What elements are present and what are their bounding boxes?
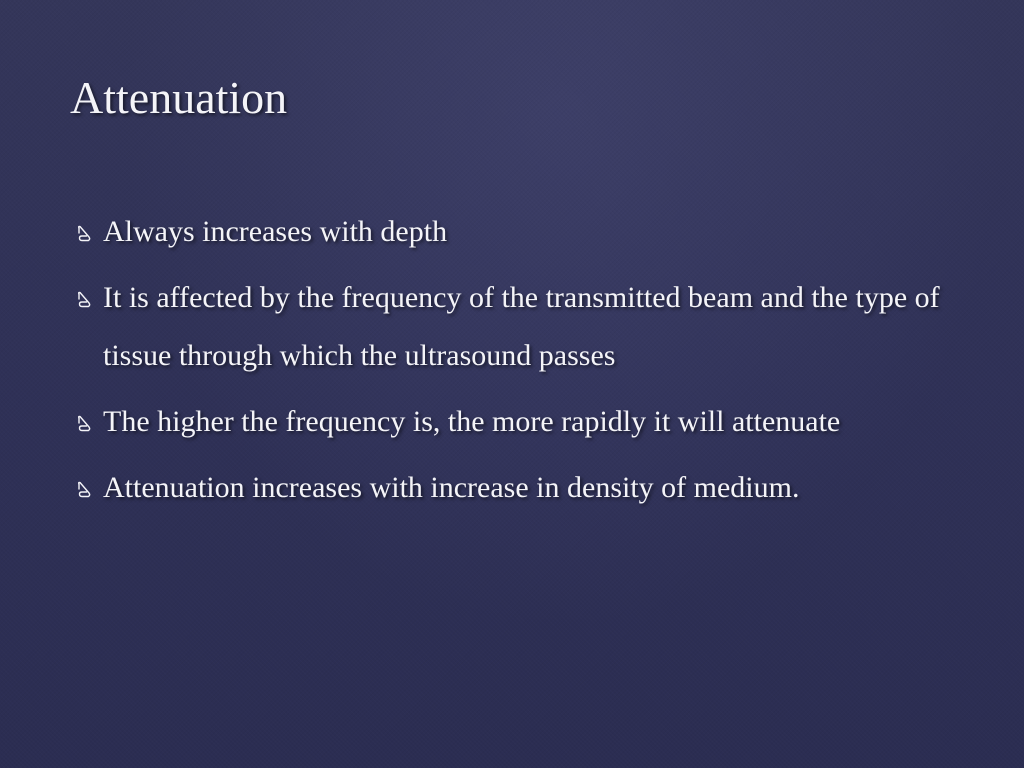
- bullet-item: [70, 203, 970, 261]
- scroll-bullet-icon: [76, 291, 92, 309]
- bullet-item: [70, 459, 970, 517]
- scroll-bullet-icon: [76, 225, 92, 243]
- bullet-list: [70, 203, 970, 525]
- bullet-item: [70, 269, 970, 385]
- slide-title: Attenuation: [70, 72, 288, 123]
- scroll-bullet-icon: [76, 415, 92, 433]
- bullet-text: The higher the frequency is, the more rapidly it will attenuate: [103, 405, 841, 438]
- bullet-item: [70, 393, 970, 451]
- scroll-bullet-icon: [76, 481, 92, 499]
- bullet-text: Always increases with depth: [103, 215, 448, 248]
- bullet-text: Attenuation increases with increase in density of medium.: [103, 471, 800, 504]
- bullet-text: It is affected by the frequency of the transmitted beam and the type of tissue through which the ultrasound passes: [103, 281, 940, 372]
